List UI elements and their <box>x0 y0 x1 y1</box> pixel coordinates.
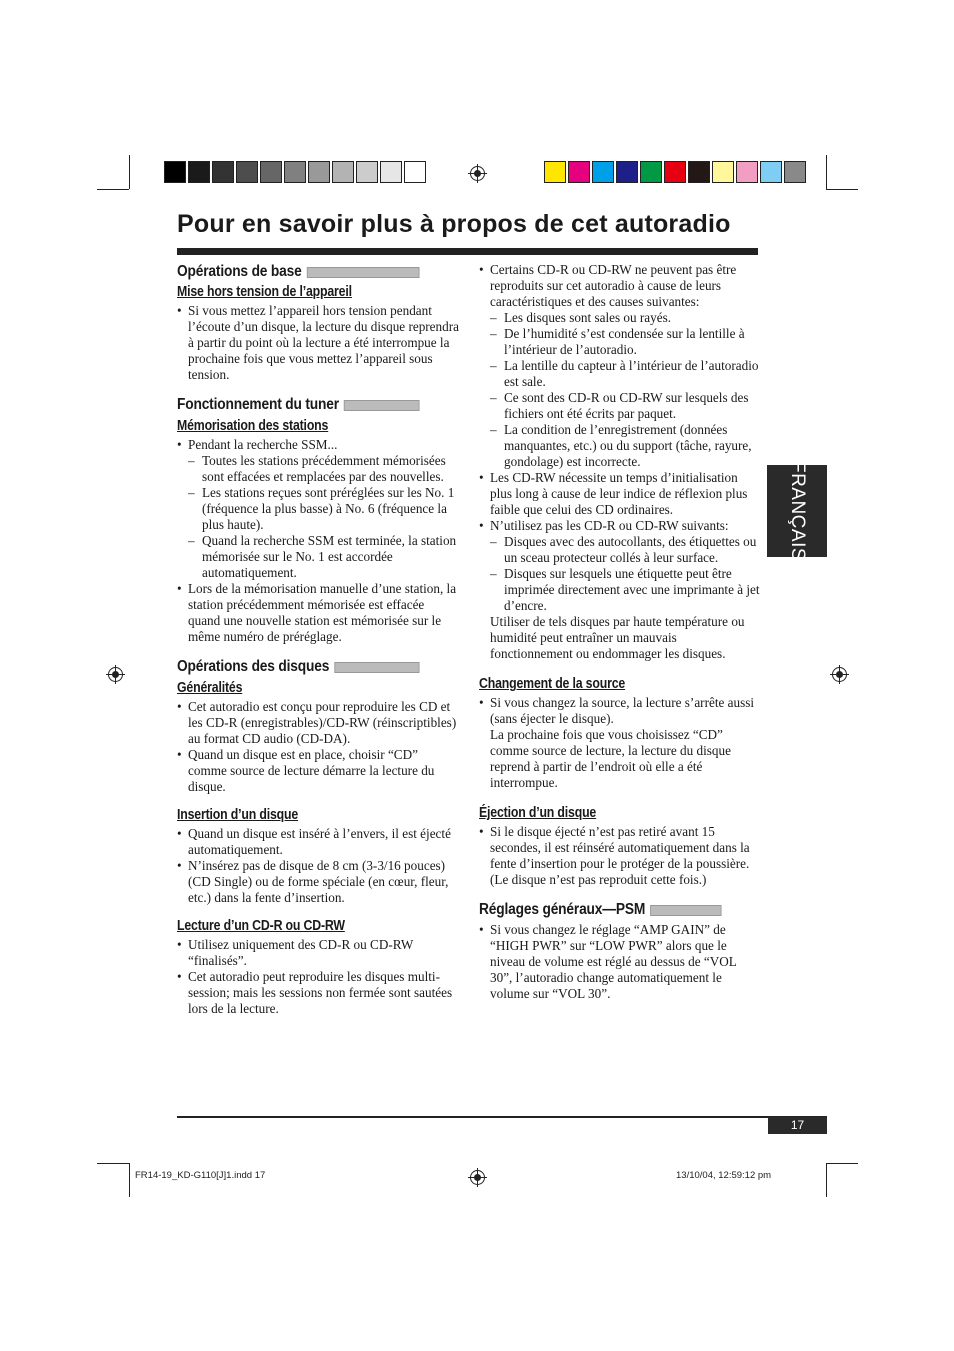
list-subitem: – Ce sont des CD-R ou CD-RW sur lesquels des fichiers ont été écrits par paquet. <box>490 390 761 422</box>
list-item: • Pendant la recherche SSM... – Toutes les stations précédemment mémorisées sont effacées et remplacées par des nouvelles. – Les stations reçues sont préréglées sur les No. 1 (fréquence la plus basse) à No. 6 (fréquence la plus haute). – Quand la recherche SSM est terminée, la station mémorisée sur le No. 1 est accordée automatiquement. <box>177 437 459 581</box>
subheading-station-memory: Mémorisation des stations <box>177 418 329 434</box>
grayscale-calibration-bar <box>164 161 428 183</box>
list-general <box>177 699 459 795</box>
list-subitem: – Disques avec des autocollants, des étiquettes ou un sceau protecteur collés à leur surface. <box>490 534 761 566</box>
list-subitem: – Les stations reçues sont préréglées sur les No. 1 (fréquence la plus basse) à No. 6 (fréquence la plus haute). <box>188 485 459 533</box>
list-item: • Cet autoradio peut reproduire les disques multi-session; mais les sessions non fermée sont sautées lors de la lecture. <box>177 969 459 1017</box>
section-heading-discs: Opérations des disques <box>177 659 420 675</box>
list-item: • Si vous mettez l’appareil hors tension pendant l’écoute d’un disque, la lecture du disque reprendra à partir du point où la lecture a été interrompue la prochaine fois que vous mettez l’appareil sous tension. <box>177 303 459 383</box>
list-item: • Utilisez uniquement des CD-R ou CD-RW “finalisés”. <box>177 937 459 969</box>
gray-swatch <box>332 161 354 183</box>
color-swatch <box>688 161 710 183</box>
footer-rule <box>177 1116 827 1118</box>
gray-swatch <box>284 161 306 183</box>
list-item: • Si vous changez la source, la lecture s’arrête aussi (sans éjecter le disque). La prochaine fois que vous choisissez “CD” comme source de lecture, la lecture du disque reprend à partir de l’endroit où elle a été interrompue. <box>479 695 761 791</box>
list-cdr-playback <box>177 937 459 1017</box>
gray-swatch <box>308 161 330 183</box>
registration-mark-bottom <box>470 1170 485 1185</box>
subheading-power-off: Mise hors tension de l’appareil <box>177 284 352 300</box>
list-source-change <box>479 695 761 791</box>
list-item: • Les CD-RW nécessite un temps d’initialisation plus long à cause de leur indice de réflexion plus faible que celui des CD ordinaires. <box>479 470 761 518</box>
registration-mark-right <box>832 667 847 682</box>
color-swatch <box>664 161 686 183</box>
color-swatch <box>544 161 566 183</box>
list-item: • Lors de la mémorisation manuelle d’une station, la station précédemment mémorisée est effacée quand une nouvelle station est mémorisée sur le même numéro de préréglage. <box>177 581 459 645</box>
list-subitem: – Disques sur lesquels une étiquette peut être imprimée directement avec une imprimante à jet d’encre. <box>490 566 761 614</box>
color-swatch <box>712 161 734 183</box>
list-subitem: – De l’humidité s’est condensée sur la lentille à l’intérieur de l’autoradio. <box>490 326 761 358</box>
list-item: • N’utilisez pas les CD-R ou CD-RW suivants: – Disques avec des autocollants, des étiquettes ou un sceau protecteur collés à leur surface. – Disques sur lesquels une étiquette peut être imprimée directement avec une imprimante à jet d’encre. Utiliser de tels disques par haute température ou humidité peut entraîner un mauvais fonctionnement ou endommager les disques. <box>479 518 761 662</box>
list-item: • N’insérez pas de disque de 8 cm (3-3/16 pouces) (CD Single) ou de forme spéciale (en cœur, fleur, etc.) dans la fente d’insertion. <box>177 858 459 906</box>
gray-swatch <box>404 161 426 183</box>
title-rule <box>177 248 758 255</box>
list-eject-disc <box>479 824 761 888</box>
list-item: • Certains CD-R ou CD-RW ne peuvent pas être reproduits sur cet autoradio à cause de leurs caractéristiques et des causes suivantes: – Les disques sont sales ou rayés. – De l’humidité s’est condensée sur la lentille à l’intérieur de l’autoradio. – La lentille du capteur à l’intérieur de l’autoradio est sale. – Ce sont des CD-R ou CD-RW sur lesquels des fichiers ont été écrits par paquet. – La condition de l’enregistrement (données manquantes, etc.) ou du support (tâche, rayure, gondolage) est incorrecte. <box>479 262 761 470</box>
gray-swatch <box>188 161 210 183</box>
list-item: • Quand un disque est inséré à l’envers, il est éjecté automatiquement. <box>177 826 459 858</box>
list-subitem: – Quand la recherche SSM est terminée, la station mémorisée sur le No. 1 est accordée automatiquement. <box>188 533 459 581</box>
registration-mark-top <box>470 166 485 181</box>
section-heading-basic: Opérations de base <box>177 264 420 280</box>
subheading-eject-disc: Éjection d’un disque <box>479 805 597 821</box>
color-swatch <box>640 161 662 183</box>
color-swatch <box>592 161 614 183</box>
list-item: • Si vous changez le réglage “AMP GAIN” de “HIGH PWR” sur “LOW PWR” alors que le niveau de volume est réglé au dessus de “VOL 30”, l’autoradio change automatiquement le volume sur “VOL 30”. <box>479 922 761 1002</box>
color-swatch <box>568 161 590 183</box>
page-title: Pour en savoir plus à propos de cet autoradio <box>177 210 731 238</box>
list-item: • Cet autoradio est conçu pour reproduire les CD et les CD-R (enregistrables)/CD-RW (réinscriptibles) au format CD audio (CD-DA). <box>177 699 459 747</box>
list-station-memory <box>177 437 459 645</box>
list-item: • Si le disque éjecté n’est pas retiré avant 15 secondes, il est réinséré automatiquement dans la fente d’insertion pour le protéger de la poussière. (Le disque n’est pas reproduit cette fois.) <box>479 824 761 888</box>
list-power-off <box>177 303 459 383</box>
footer-filename: FR14-19_KD-G110[J]1.indd 17 <box>135 1170 266 1181</box>
subheading-source-change: Changement de la source <box>479 676 626 692</box>
subheading-insert-disc: Insertion d’un disque <box>177 807 299 823</box>
gray-swatch <box>236 161 258 183</box>
list-subitem: – La lentille du capteur à l’intérieur de l’autoradio est sale. <box>490 358 761 390</box>
color-swatch <box>760 161 782 183</box>
section-heading-tuner: Fonctionnement du tuner <box>177 397 420 413</box>
list-subitem: – Les disques sont sales ou rayés. <box>490 310 761 326</box>
note-text: Utiliser de tels disques par haute température ou humidité peut entraîner un mauvais fonctionnement ou endommager les disques. <box>490 614 745 661</box>
gray-swatch <box>380 161 402 183</box>
footer-timestamp: 13/10/04, 12:59:12 pm <box>676 1170 772 1181</box>
subheading-general: Généralités <box>177 680 243 696</box>
right-column <box>479 262 761 1002</box>
list-cdr-issues <box>479 262 761 662</box>
page-number: 17 <box>768 1117 827 1134</box>
color-swatch <box>616 161 638 183</box>
gray-swatch <box>260 161 282 183</box>
color-calibration-bar <box>544 161 808 183</box>
left-column <box>177 262 459 1017</box>
registration-mark-left <box>108 667 123 682</box>
list-insert-disc <box>177 826 459 906</box>
note-text: La prochaine fois que vous choisissez “CD” comme source de lecture, la lecture du disque reprend à partir de l’endroit où elle a été interrompue. <box>490 727 731 790</box>
list-subitem: – Toutes les stations précédemment mémorisées sont effacées et remplacées par des nouvelles. <box>188 453 459 485</box>
list-item: • Quand un disque est en place, choisir “CD” comme source de lecture démarre la lecture du disque. <box>177 747 459 795</box>
section-heading-psm: Réglages généraux—PSM <box>479 902 722 918</box>
gray-swatch <box>212 161 234 183</box>
subheading-cdr-playback: Lecture d’un CD-R ou CD-RW <box>177 918 345 934</box>
color-swatch <box>784 161 806 183</box>
color-swatch <box>736 161 758 183</box>
list-psm <box>479 922 761 1002</box>
gray-swatch <box>164 161 186 183</box>
list-subitem: – La condition de l’enregistrement (données manquantes, etc.) ou du support (tâche, rayure, gondolage) est incorrecte. <box>490 422 761 470</box>
gray-swatch <box>356 161 378 183</box>
language-tab: FRANÇAIS <box>767 465 827 557</box>
